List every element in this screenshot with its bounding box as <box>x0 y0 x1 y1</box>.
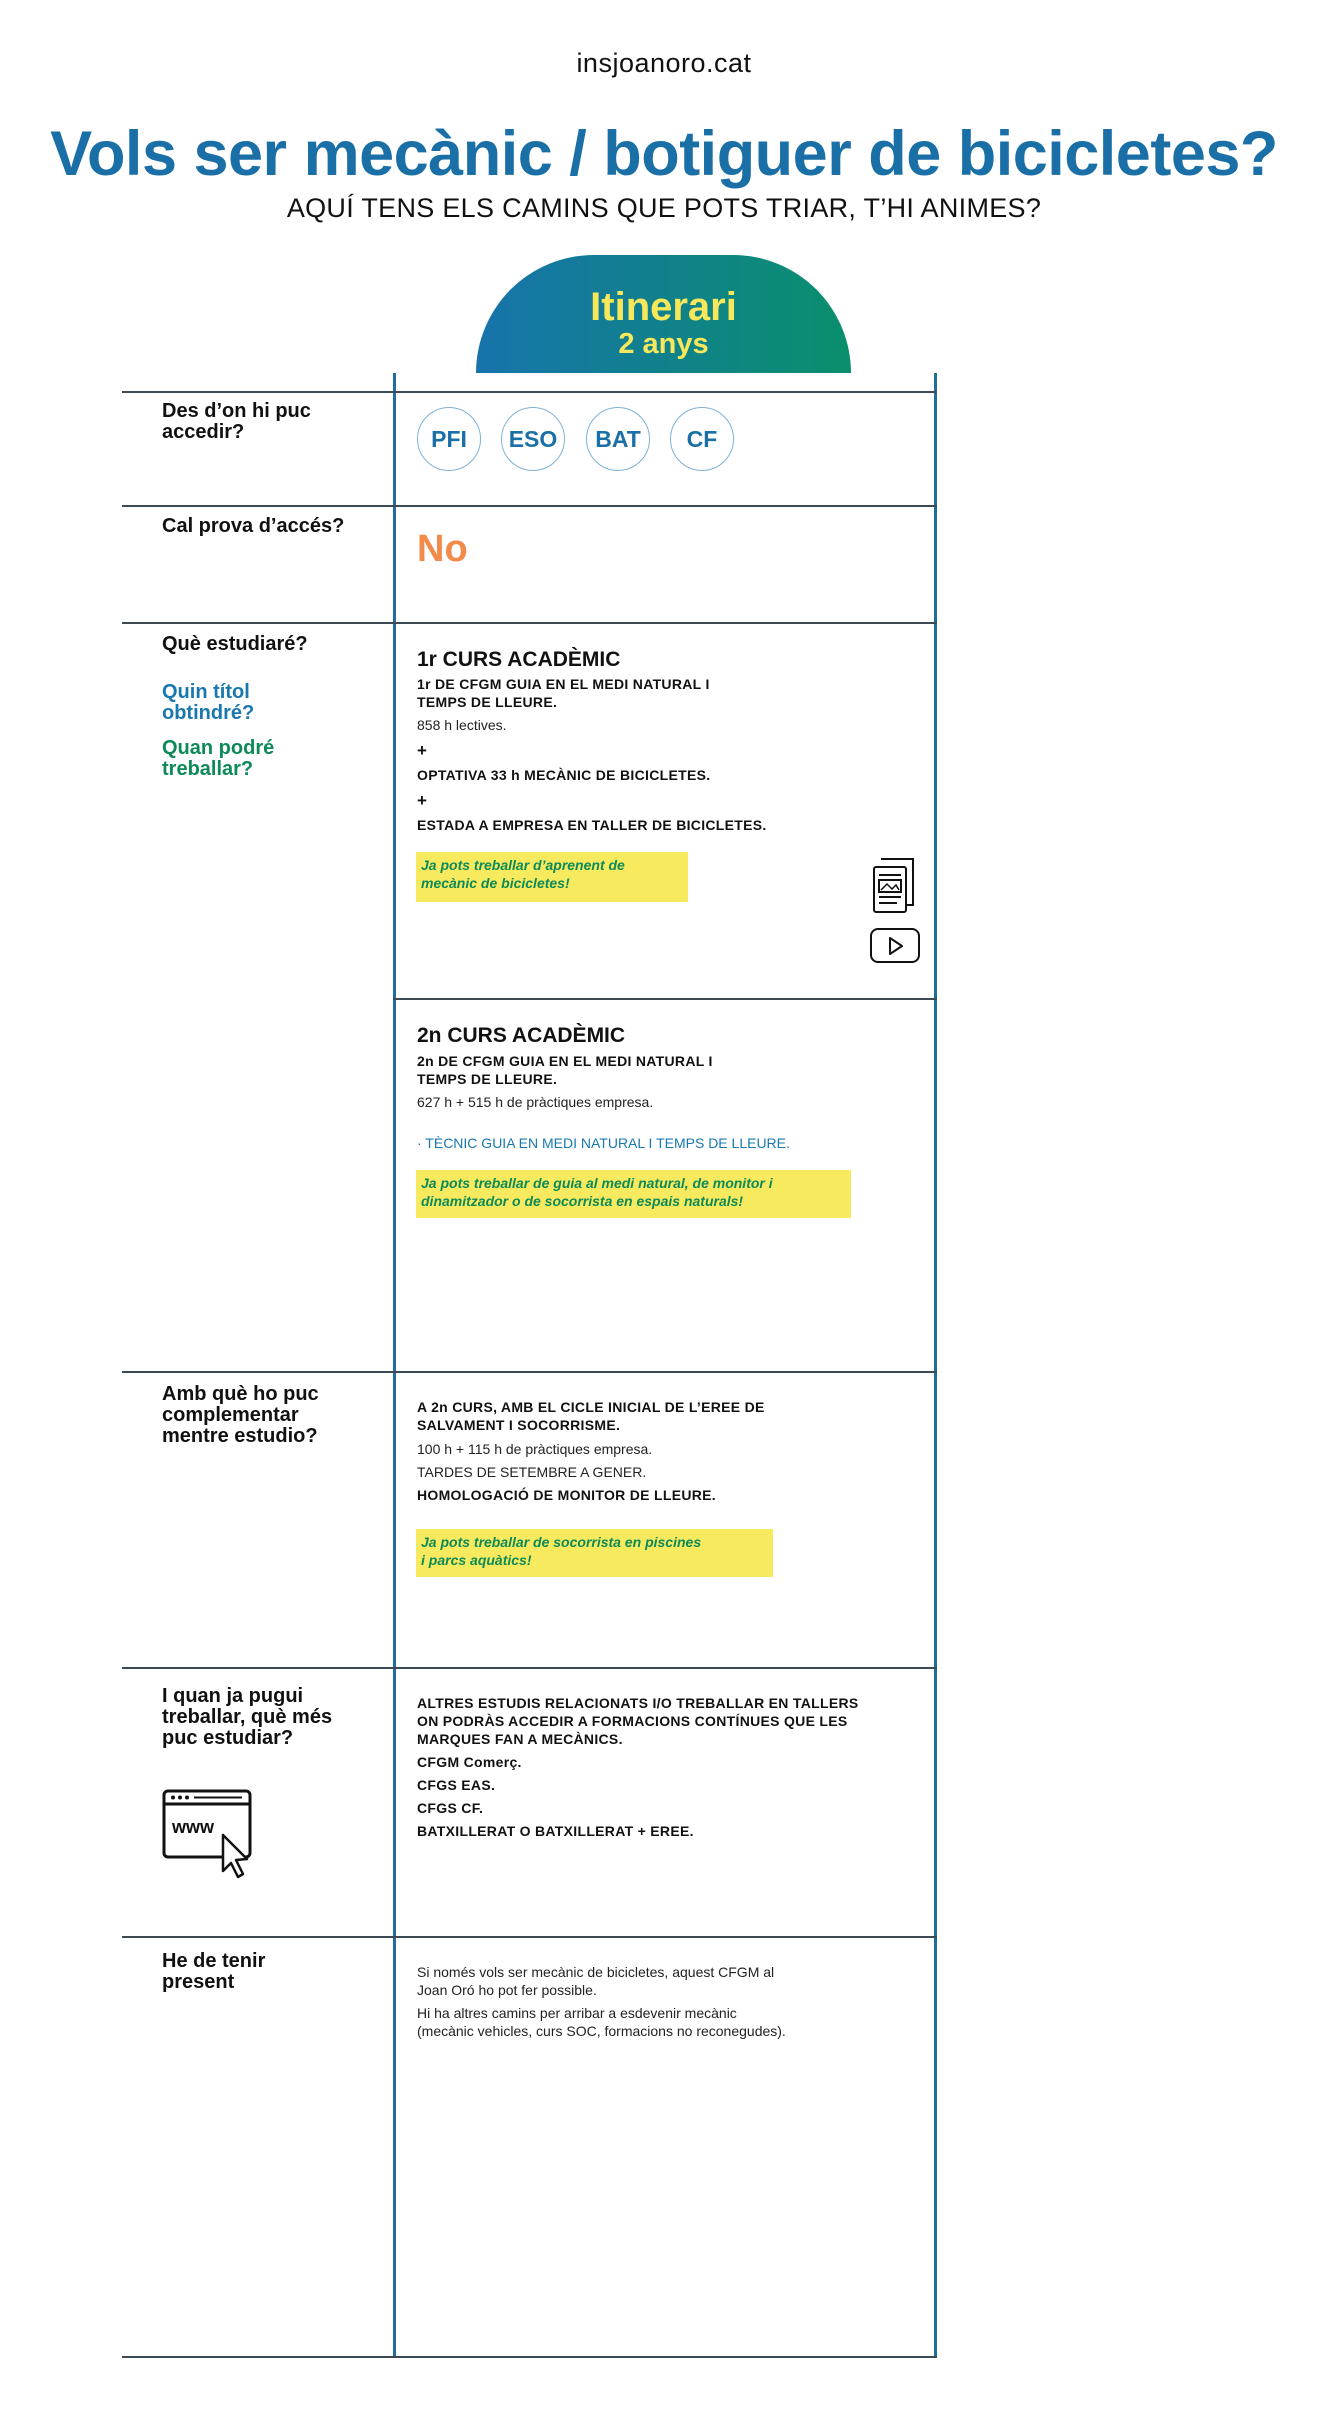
document-icon[interactable] <box>870 856 920 916</box>
row-divider <box>122 391 937 393</box>
year2-line2: TEMPS DE LLEURE. <box>417 1071 558 1087</box>
complement-line1: A 2n CURS, AMB EL CICLE INICIAL DE L’EREE DE <box>417 1399 765 1415</box>
complement-line2: SALVAMENT I SOCORRISME. <box>417 1417 621 1433</box>
row-divider <box>122 1371 937 1373</box>
notes-line4: (mecànic vehicles, curs SOC, formacions no reconegudes). <box>417 2023 786 2039</box>
further-item: BATXILLERAT O BATXILLERAT + EREE. <box>417 1823 694 1839</box>
notes-line2: Joan Oró ho pot fer possible. <box>417 1982 597 1998</box>
web-icon-label: www <box>172 1817 215 1837</box>
notes-line3: Hi ha altres camins per arribar a esdevenir mecànic <box>417 2005 737 2021</box>
question-study: Què estudiaré? <box>162 633 308 655</box>
page-subtitle: AQUÍ TENS ELS CAMINS QUE POTS TRIAR, T’HI ANIMES? <box>286 193 1042 223</box>
year2-highlight-line2: dinamitzador o de socorrista en espais naturals! <box>421 1193 744 1209</box>
year2-title: · TÈCNIC GUIA EN MEDI NATURAL I TEMPS DE LLEURE. <box>417 1135 790 1151</box>
year1-plus: + <box>417 741 427 760</box>
complement-schedule: TARDES DE SETEMBRE A GENER. <box>417 1464 647 1480</box>
year1-optativa: OPTATIVA 33 h MECÀNIC DE BICICLETES. <box>417 767 711 783</box>
further-item: CFGS EAS. <box>417 1777 496 1793</box>
itinerary-badge <box>476 255 851 373</box>
complement-highlight-line1: Ja pots treballar de socorrista en piscines <box>421 1534 702 1550</box>
year2-hours: 627 h + 515 h de pràctiques empresa. <box>417 1094 654 1110</box>
year1-line2: TEMPS DE LLEURE. <box>417 694 558 710</box>
question-access: Des d’on hi puc accedir? <box>162 400 311 443</box>
play-icon[interactable] <box>869 927 921 965</box>
question-title: Quin títol obtindré? <box>162 681 255 724</box>
year2-highlight-line1: Ja pots treballar de guia al medi natural, de monitor i <box>421 1175 773 1191</box>
web-browser-icon <box>160 1787 258 1879</box>
access-option-pfi: PFI <box>417 407 481 471</box>
complement-highlight <box>416 1529 773 1577</box>
row-divider <box>122 1936 937 1938</box>
further-line2: ON PODRÀS ACCEDIR A FORMACIONS CONTÍNUES QUE LES <box>417 1713 848 1729</box>
year2-highlight <box>416 1170 851 1218</box>
row-divider <box>122 1667 937 1669</box>
further-line3: MARQUES FAN A MECÀNICS. <box>417 1731 623 1747</box>
further-item: CFGM Comerç. <box>417 1754 522 1770</box>
column-divider-right <box>934 373 937 2358</box>
badge-duration: 2 anys <box>618 328 709 360</box>
year2-line1: 2n DE CFGM GUIA EN EL MEDI NATURAL I <box>417 1053 713 1069</box>
row-divider <box>122 2356 937 2358</box>
exam-answer: No <box>417 528 468 570</box>
year1-line1: 1r DE CFGM GUIA EN EL MEDI NATURAL I <box>417 676 710 692</box>
notes-line1: Si només vols ser mecànic de bicicletes, aquest CFGM al <box>417 1964 775 1980</box>
badge-title: Itinerari <box>590 285 737 329</box>
row-divider <box>393 998 937 1000</box>
question-exam: Cal prova d’accés? <box>162 515 345 537</box>
complement-hours: 100 h + 115 h de pràctiques empresa. <box>417 1441 653 1457</box>
complement-homolog: HOMOLOGACIÓ DE MONITOR DE LLEURE. <box>417 1487 716 1503</box>
question-work: Quan podré treballar? <box>162 737 275 780</box>
year1-highlight <box>416 852 688 902</box>
year1-estada: ESTADA A EMPRESA EN TALLER DE BICICLETES. <box>417 817 767 833</box>
row-divider <box>122 622 937 624</box>
complement-highlight-line2: i parcs aquàtics! <box>421 1552 532 1568</box>
site-url: insjoanoro.cat <box>576 48 752 78</box>
access-option-cf: CF <box>670 407 734 471</box>
further-item: CFGS CF. <box>417 1800 484 1816</box>
year1-highlight-line1: Ja pots treballar d’aprenent de <box>421 857 625 873</box>
further-line1: ALTRES ESTUDIS RELACIONATS I/O TREBALLAR EN TALLERS <box>417 1695 859 1711</box>
row-divider <box>122 505 937 507</box>
year1-heading: 1r CURS ACADÈMIC <box>417 648 621 671</box>
year1-plus: + <box>417 791 427 810</box>
column-divider-left <box>393 373 396 2358</box>
question-notes: He de tenir present <box>162 1950 266 1993</box>
question-complement: Amb què ho puc complementar mentre estudio? <box>162 1383 319 1447</box>
access-option-bat: BAT <box>586 407 650 471</box>
access-option-eso: ESO <box>501 407 565 471</box>
year1-highlight-line2: mecànic de bicicletes! <box>421 875 570 891</box>
page-title: Vols ser mecànic / botiguer de bicicletes? <box>50 119 1278 189</box>
year1-hours: 858 h lectives. <box>417 717 507 733</box>
question-further: I quan ja pugui treballar, què més puc estudiar? <box>162 1685 333 1749</box>
year2-heading: 2n CURS ACADÈMIC <box>417 1024 626 1047</box>
